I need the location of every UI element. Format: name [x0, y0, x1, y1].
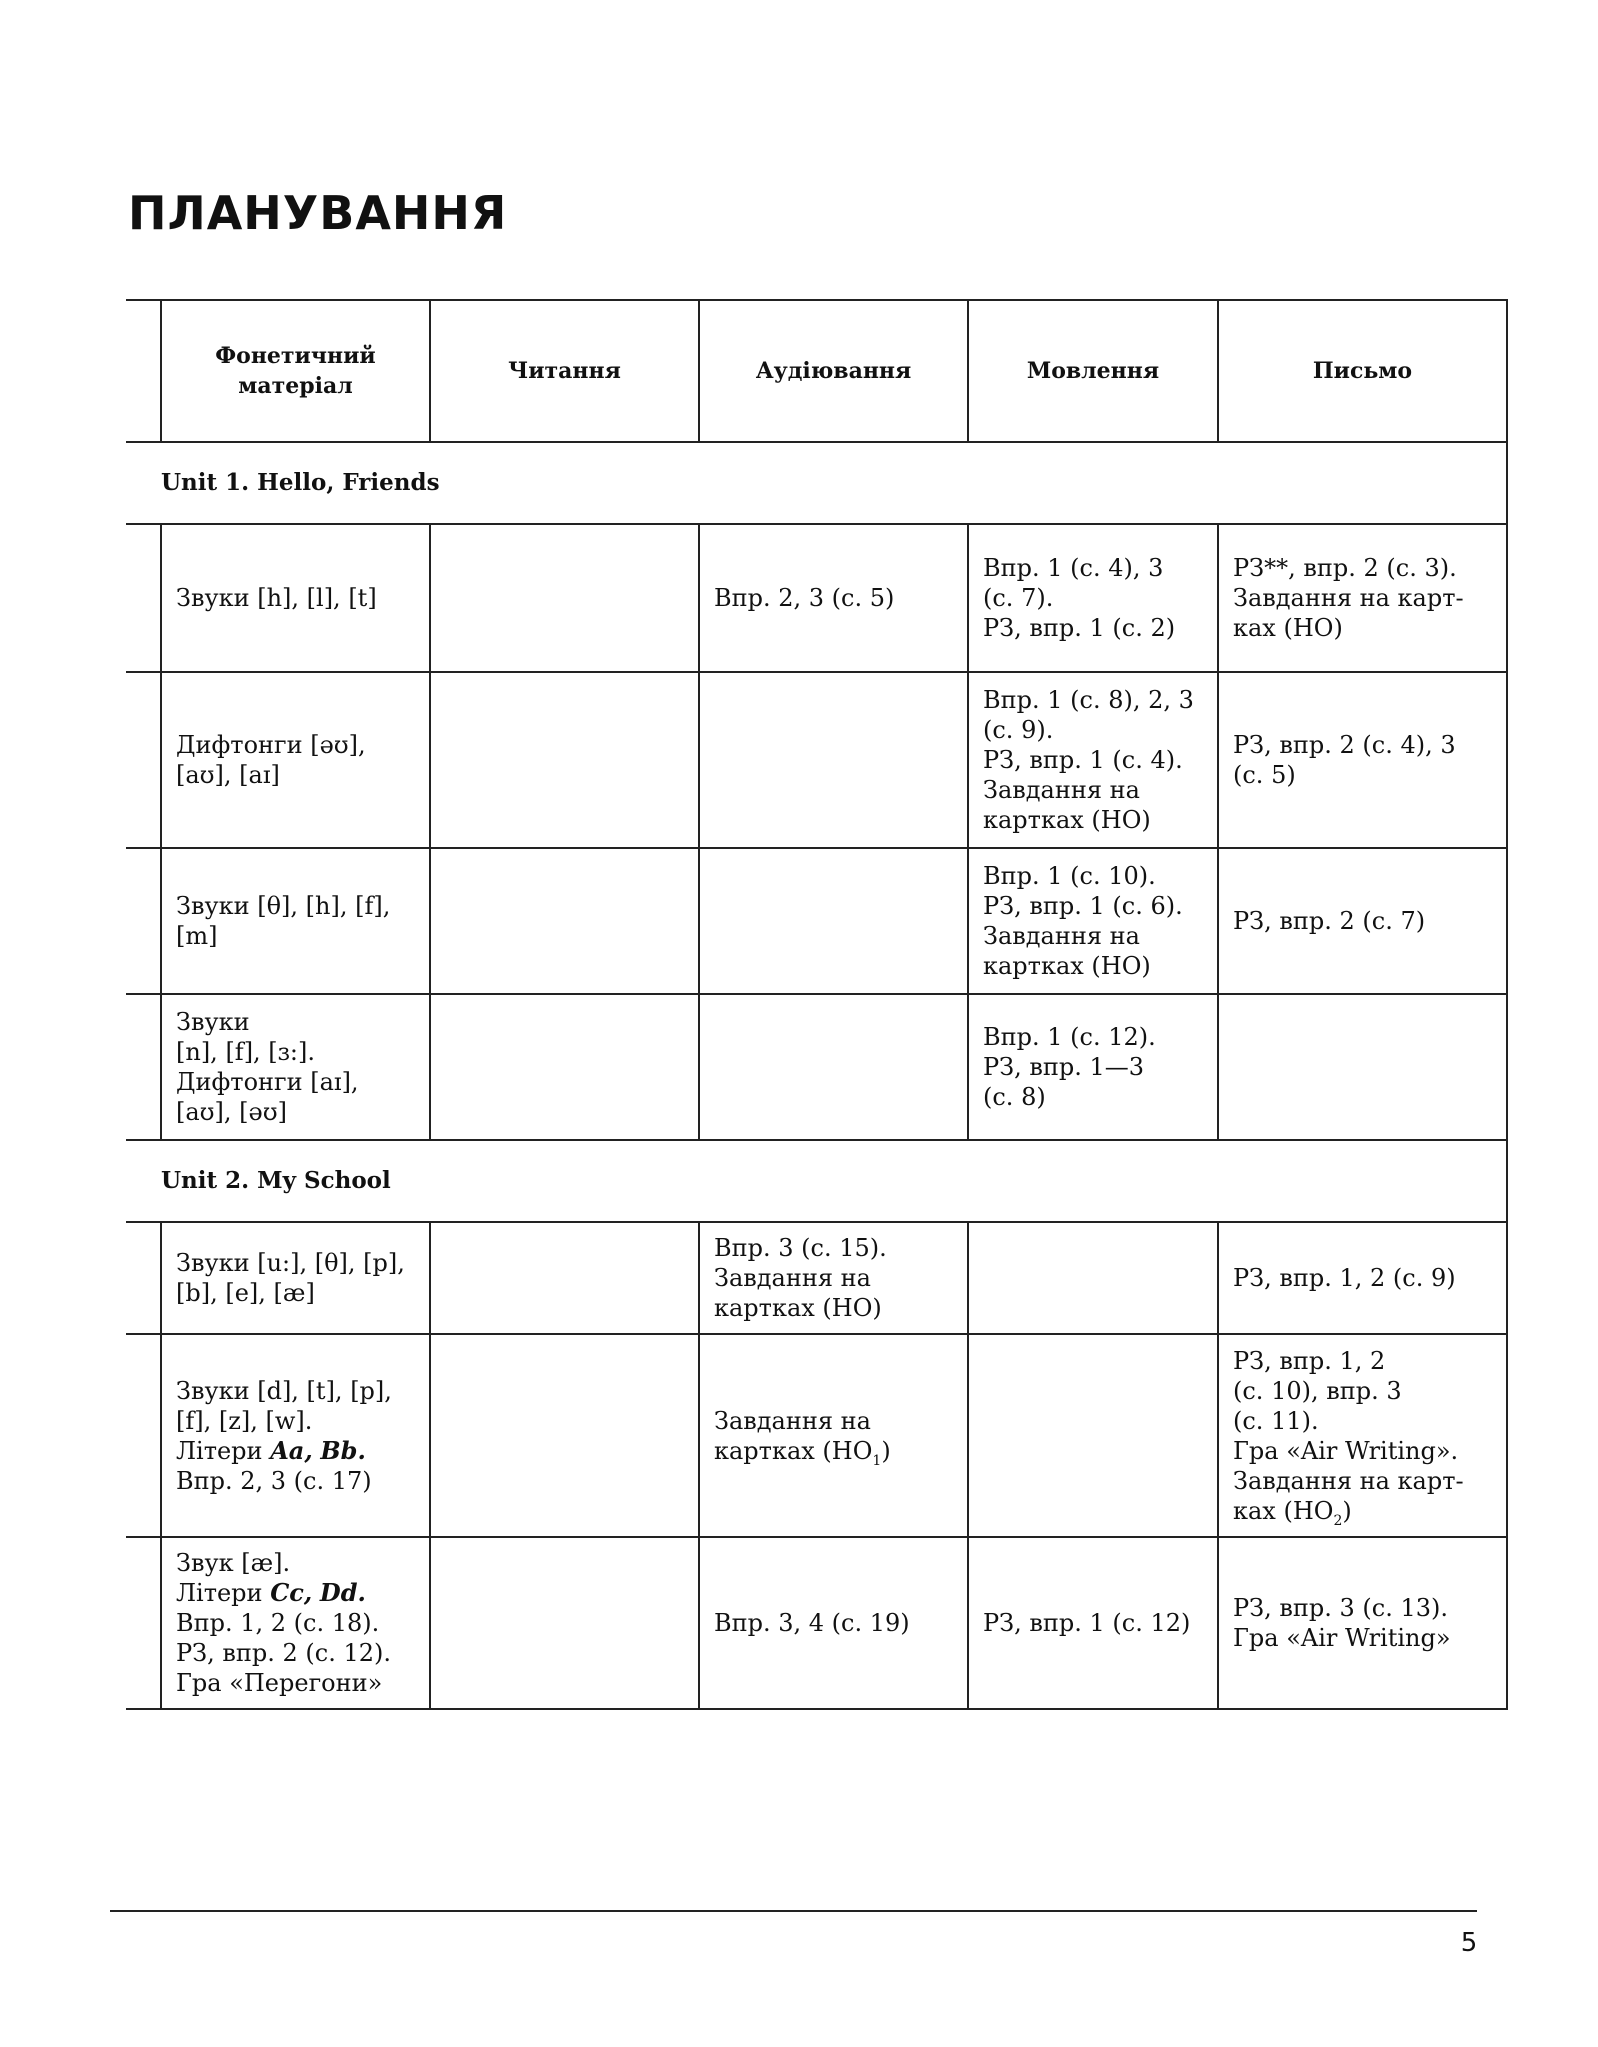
listening-cell: [699, 848, 968, 994]
table-row: [126, 848, 1507, 994]
unit-title: Unit 2. My School: [126, 1140, 1507, 1222]
gutter-cell: [126, 524, 161, 672]
speaking-cell: Впр. 1 (с. 8), 2, 3 (с. 9). РЗ, впр. 1 (с. 4). Завдання на картках (НО): [968, 672, 1218, 848]
column-header-speaking: Мовлення: [968, 300, 1218, 442]
listening-cell: [699, 994, 968, 1140]
column-header-phonetic: Фонетичний матеріал: [161, 300, 430, 442]
column-header-writing: Письмо: [1218, 300, 1507, 442]
speaking-cell: [968, 1334, 1218, 1537]
unit-row: [126, 1140, 1507, 1222]
phonetic-cell: Звуки [d], [t], [p], [f], [z], [w]. Літери Aa, Bb. Впр. 2, 3 (с. 17): [161, 1334, 430, 1537]
speaking-cell: Впр. 1 (с. 12). РЗ, впр. 1—3 (с. 8): [968, 994, 1218, 1140]
writing-cell: РЗ, впр. 1, 2 (с. 10), впр. 3 (с. 11). Гра «Air Writing». Завдання на карт- ках $(НО_2)$: [1218, 1334, 1507, 1537]
listening-cell: Завдання на картках $(НО_1)$: [699, 1334, 968, 1537]
phonetic-cell: Звук [æ]. Літери Cc, Dd. Впр. 1, 2 (с. 18). РЗ, впр. 2 (с. 12). Гра «Перегони»: [161, 1537, 430, 1709]
reading-cell: [430, 672, 699, 848]
table-row: [126, 1222, 1507, 1334]
reading-cell: [430, 1222, 699, 1334]
reading-cell: [430, 994, 699, 1140]
phonetic-cell: Звуки [h], [l], [t]: [161, 524, 430, 672]
phonetic-cell: Звуки [n], [f], [ɜ:]. Дифтонги [aɪ], [aʊ], [əʊ]: [161, 994, 430, 1140]
reading-cell: [430, 848, 699, 994]
table-row: [126, 1537, 1507, 1709]
listening-cell: Впр. 3 (с. 15). Завдання на картках (НО): [699, 1222, 968, 1334]
reading-cell: [430, 524, 699, 672]
table-row: [126, 1334, 1507, 1537]
writing-cell: РЗ, впр. 1, 2 (с. 9): [1218, 1222, 1507, 1334]
phonetic-cell: Звуки [u:], [θ], [p], [b], [e], [æ]: [161, 1222, 430, 1334]
writing-cell: РЗ, впр. 2 (с. 4), 3 (с. 5): [1218, 672, 1507, 848]
writing-cell: РЗ, впр. 2 (с. 7): [1218, 848, 1507, 994]
planning-table: [126, 299, 1508, 1710]
column-header-reading: Читання: [430, 300, 699, 442]
listening-cell: Впр. 3, 4 (с. 19): [699, 1537, 968, 1709]
gutter-cell: [126, 994, 161, 1140]
phonetic-cell: Звуки [θ], [h], [f], [m]: [161, 848, 430, 994]
speaking-cell: [968, 1222, 1218, 1334]
speaking-cell: РЗ, впр. 1 (с. 12): [968, 1537, 1218, 1709]
speaking-cell: Впр. 1 (с. 4), 3 (с. 7). РЗ, впр. 1 (с. 2): [968, 524, 1218, 672]
writing-cell: РЗ, впр. 3 (с. 13). Гра «Air Writing»: [1218, 1537, 1507, 1709]
gutter-cell: [126, 1334, 161, 1537]
unit-row: [126, 442, 1507, 524]
table-row: [126, 524, 1507, 672]
gutter-cell: [126, 1537, 161, 1709]
unit-title: Unit 1. Hello, Friends: [126, 442, 1507, 524]
gutter-cell: [126, 1222, 161, 1334]
page-number: 5: [1460, 1928, 1478, 1958]
table-row: [126, 672, 1507, 848]
column-header-listening: Аудіювання: [699, 300, 968, 442]
gutter-cell: [126, 300, 161, 442]
table-row: [126, 994, 1507, 1140]
gutter-cell: [126, 672, 161, 848]
writing-cell: РЗ**, впр. 2 (с. 3). Завдання на карт- ках (НО): [1218, 524, 1507, 672]
reading-cell: [430, 1334, 699, 1537]
writing-cell: [1218, 994, 1507, 1140]
speaking-cell: Впр. 1 (с. 10). РЗ, впр. 1 (с. 6). Завдання на картках (НО): [968, 848, 1218, 994]
phonetic-cell: Дифтонги [əʊ], [aʊ], [aɪ]: [161, 672, 430, 848]
table-header-row: [126, 300, 1507, 442]
reading-cell: [430, 1537, 699, 1709]
listening-cell: Впр. 2, 3 (с. 5): [699, 524, 968, 672]
listening-cell: [699, 672, 968, 848]
footer-rule: [110, 1910, 1477, 1912]
page-title: ПЛАНУВАННЯ: [128, 186, 508, 240]
gutter-cell: [126, 848, 161, 994]
